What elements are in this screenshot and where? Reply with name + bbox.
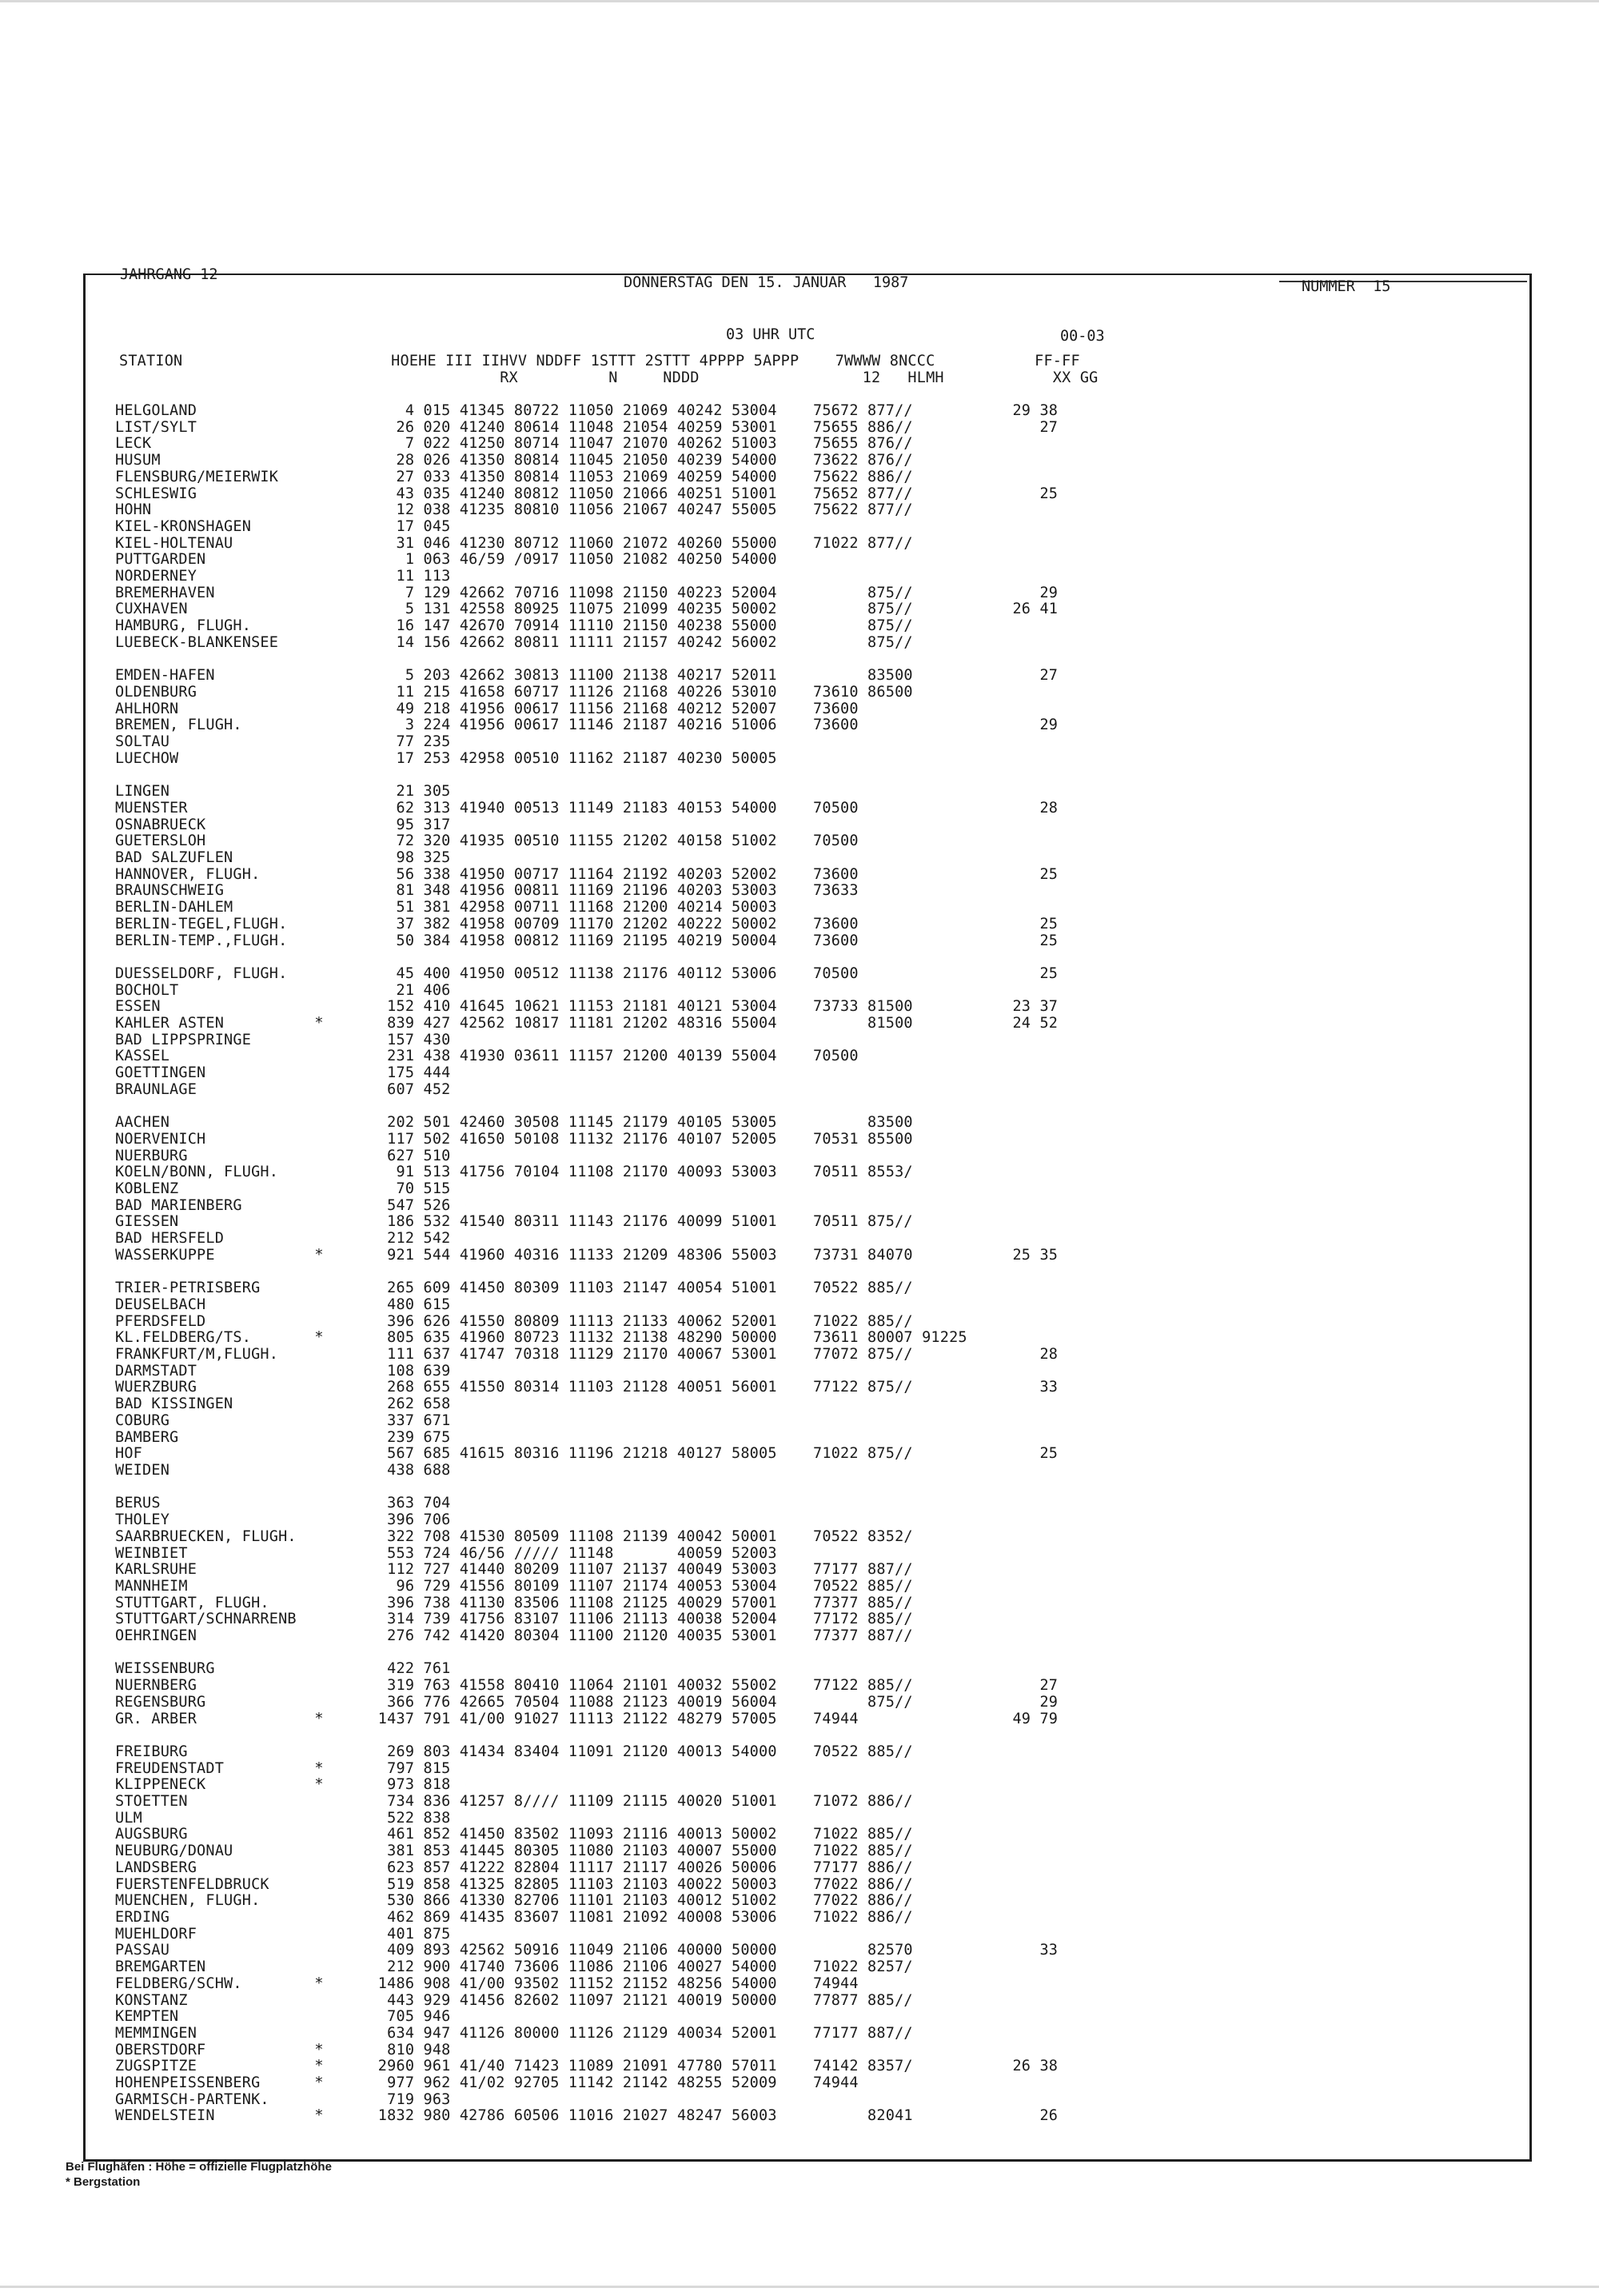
- station-row: OSNABRUECK 95 317: [115, 816, 451, 833]
- station-row: BRAUNSCHWEIG 81 348 41956 00811 11169 21196 40203 53003 73633: [115, 882, 859, 900]
- group-spacer: [115, 1645, 1058, 1662]
- station-row: SAARBRUECKEN, FLUGH. 322 708 41530 80509 11108 21139 40042 50001 70522 8352/: [115, 1527, 913, 1545]
- station-row: BAD HERSFELD 212 542: [115, 1230, 451, 1248]
- station-row: MUEHLDORF 401 875: [115, 1925, 451, 1943]
- station-row: NEUBURG/DONAU 381 853 41445 80305 11080 21103 40007 55000 71022 885//: [115, 1843, 913, 1860]
- station-row: KOBLENZ 70 515: [115, 1180, 451, 1198]
- station-row: HANNOVER, FLUGH. 56 338 41950 00717 11164 21192 40203 52002 73600 25: [115, 865, 1059, 883]
- station-row: KL.FELDBERG/TS. * 805 635 41960 80723 11132 21138 48290 50000 73611 80007 91225: [115, 1329, 967, 1347]
- station-row: PFERDSFELD 396 626 41550 80809 11113 21133 40062 52001 71022 885//: [115, 1312, 913, 1330]
- footnote-airport: Bei Flughäfen : Höhe = offizielle Flugplatzhöhe: [66, 2160, 332, 2174]
- scan-bottom-edge: [0, 2286, 1599, 2288]
- station-row: LECK 7 022 41250 80714 11047 21070 40262 51003 75655 876//: [115, 435, 913, 453]
- station-row: FLENSBURG/MEIERWIK 27 033 41350 80814 11053 21069 40259 54000 75622 886//: [115, 468, 913, 485]
- station-row: PASSAU 409 893 42562 50916 11049 21106 40000 50000 82570 33: [115, 1942, 1059, 1959]
- station-row: STOETTEN 734 836 41257 8//// 11109 21115 40020 51001 71072 886//: [115, 1793, 913, 1811]
- station-row: KLIPPENECK * 973 818: [115, 1776, 451, 1794]
- group-spacer: [115, 949, 1058, 966]
- station-row: WEISSENBURG 422 761: [115, 1660, 451, 1678]
- station-row: HOF 567 685 41615 80316 11196 21218 40127 58005 71022 875// 25: [115, 1445, 1059, 1463]
- station-row: BERLIN-DAHLEM 51 381 42958 00711 11168 21200 40214 50003: [115, 899, 777, 916]
- station-row: DUESSELDORF, FLUGH. 45 400 41950 00512 11138 21176 40112 53006 70500 25: [115, 964, 1059, 982]
- station-row: LANDSBERG 623 857 41222 82804 11117 21117 40026 50006 77177 886//: [115, 1859, 913, 1876]
- station-row: LIST/SYLT 26 020 41240 80614 11048 21054 40259 53001 75655 886// 27: [115, 418, 1059, 436]
- station-row: GOETTINGEN 175 444: [115, 1064, 451, 1082]
- station-row: PUTTGARDEN 1 063 46/59 /0917 11050 21082 40250 54000: [115, 551, 777, 569]
- station-row: BAD KISSINGEN 262 658: [115, 1396, 451, 1413]
- station-row: WEINBIET 553 724 46/56 ///// 11148 40059 52003: [115, 1544, 777, 1562]
- station-row: BRAUNLAGE 607 452: [115, 1080, 451, 1098]
- station-row: WENDELSTEIN * 1832 980 42786 60506 11016 21027 48247 56003 82041 26: [115, 2107, 1059, 2125]
- station-row: NOERVENICH 117 502 41650 50108 11132 21176 40107 52005 70531 85500: [115, 1130, 913, 1148]
- station-row: KARLSRUHE 112 727 41440 80209 11107 21137 40049 53003 77177 887//: [115, 1561, 913, 1579]
- station-row: BREMEN, FLUGH. 3 224 41956 00617 11146 21187 40216 51006 73600 29: [115, 717, 1059, 734]
- station-row: WUERZBURG 268 655 41550 80314 11103 21128 40051 56001 77122 875// 33: [115, 1379, 1059, 1396]
- station-row: AACHEN 202 501 42460 30508 11145 21179 40105 53005 83500: [115, 1114, 913, 1132]
- station-row: AUGSBURG 461 852 41450 83502 11093 21116 40013 50002 71022 885//: [115, 1826, 913, 1843]
- station-row: FRANKFURT/M,FLUGH. 111 637 41747 70318 11129 21170 40067 53001 77072 875// 28: [115, 1346, 1059, 1364]
- station-row: OEHRINGEN 276 742 41420 80304 11100 21120 40035 53001 77377 887//: [115, 1627, 913, 1645]
- station-row: MUENSTER 62 313 41940 00513 11149 21183 40153 54000 70500 28: [115, 799, 1059, 817]
- station-row: THOLEY 396 706: [115, 1511, 451, 1529]
- station-row: CUXHAVEN 5 131 42558 80925 11075 21099 40235 50002 875// 26 41: [115, 601, 1059, 618]
- observation-time: 03 UHR UTC: [726, 326, 815, 343]
- station-row: WASSERKUPPE * 921 544 41960 40316 11133 21209 48306 55003 73731 84070 25 35: [115, 1246, 1059, 1264]
- wind-period: 00-03: [1060, 328, 1105, 345]
- station-row: BERUS 363 704: [115, 1495, 451, 1512]
- column-header-row-2: RX N NDDD 12 HLMH XX GG: [119, 369, 1099, 386]
- station-row: SOLTAU 77 235: [115, 733, 451, 751]
- scan-top-edge: [0, 0, 1599, 2]
- station-row: HAMBURG, FLUGH. 16 147 42670 70914 11110 21150 40238 55000 875//: [115, 617, 913, 635]
- station-row: MANNHEIM 96 729 41556 80109 11107 21174 40053 53004 70522 885//: [115, 1577, 913, 1595]
- group-spacer: [115, 1727, 1058, 1744]
- station-row: OLDENBURG 11 215 41658 60717 11126 21168 40226 53010 73610 86500: [115, 683, 913, 701]
- issue-number: NUMMER 15: [1302, 278, 1391, 295]
- station-row: ESSEN 152 410 41645 10621 11153 21181 40121 53004 73733 81500 23 37: [115, 998, 1059, 1016]
- station-row: STUTTGART, FLUGH. 396 738 41130 83506 11108 21125 40029 57001 77377 885//: [115, 1594, 913, 1611]
- station-row: ULM 522 838: [115, 1809, 451, 1827]
- station-row: GARMISCH-PARTENK. 719 963: [115, 2090, 451, 2108]
- station-row: WEIDEN 438 688: [115, 1462, 451, 1479]
- group-spacer: [115, 1099, 1058, 1116]
- column-header-row-1: STATION HOEHE III IIHVV NDDFF 1STTT 2STTT 4PPPP 5APPP 7WWWW 8NCCC FF-FF: [119, 353, 1080, 369]
- station-row: MUENCHEN, FLUGH. 530 866 41330 82706 11101 21103 40012 51002 77022 886//: [115, 1892, 913, 1910]
- station-row: GR. ARBER * 1437 791 41/00 91027 11113 21122 48279 57005 74944 49 79: [115, 1710, 1059, 1727]
- station-row: SCHLESWIG 43 035 41240 80812 11050 21066 40251 51001 75652 877// 25: [115, 485, 1059, 502]
- station-row: HOHENPEISSENBERG * 977 962 41/02 92705 11142 21142 48255 52009 74944: [115, 2074, 859, 2092]
- station-row: KIEL-HOLTENAU 31 046 41230 80712 11060 21072 40260 55000 71022 877//: [115, 534, 913, 552]
- station-row: TRIER-PETRISBERG 265 609 41450 80309 11103 21147 40054 51001 70522 885//: [115, 1280, 913, 1297]
- station-row: FUERSTENFELDBRUCK 519 858 41325 82805 11103 21103 40022 50003 77022 886//: [115, 1875, 913, 1893]
- station-row: NUERNBERG 319 763 41558 80410 11064 21101 40032 55002 77122 885// 27: [115, 1677, 1059, 1695]
- station-row: ZUGSPITZE * 2960 961 41/40 71423 11089 21091 47780 57011 74142 8357/ 26 38: [115, 2058, 1059, 2075]
- station-row: BAD LIPPSPRINGE 157 430: [115, 1031, 451, 1048]
- group-spacer: [115, 767, 1058, 784]
- station-row: LUEBECK-BLANKENSEE 14 156 42662 80811 11111 21157 40242 56002 875//: [115, 633, 913, 651]
- station-row: NORDERNEY 11 113: [115, 568, 451, 585]
- station-row: FREUDENSTADT * 797 815: [115, 1759, 451, 1777]
- station-row: GUETERSLOH 72 320 41935 00510 11155 21202 40158 51002 70500: [115, 833, 859, 850]
- station-row: KEMPTEN 705 946: [115, 2008, 451, 2026]
- station-row: BREMERHAVEN 7 129 42662 70716 11098 21150 40223 52004 875// 29: [115, 584, 1059, 601]
- station-row: MEMMINGEN 634 947 41126 80000 11126 21129 40034 52001 77177 887//: [115, 2024, 913, 2042]
- group-spacer: [115, 652, 1058, 669]
- volume-label: JAHRGANG 12: [120, 266, 218, 283]
- station-row: BOCHOLT 21 406: [115, 981, 451, 999]
- station-row: BERLIN-TEMP.,FLUGH. 50 384 41958 00812 11169 21195 40219 50004 73600 25: [115, 932, 1059, 949]
- station-row: KASSEL 231 438 41930 03611 11157 21200 40139 55004 70500: [115, 1048, 859, 1065]
- station-row: HOHN 12 038 41235 80810 11056 21067 40247 55005 75622 877//: [115, 501, 913, 519]
- station-row: AHLHORN 49 218 41956 00617 11156 21168 40212 52007 73600: [115, 700, 859, 717]
- station-row: FREIBURG 269 803 41434 83404 11091 21120 40013 54000 70522 885//: [115, 1743, 913, 1760]
- station-row: KAHLER ASTEN * 839 427 42562 10817 11181 21202 48316 55004 81500 24 52: [115, 1015, 1059, 1032]
- station-table: [115, 403, 1058, 2125]
- group-spacer: [115, 1264, 1058, 1281]
- station-row: BAMBERG 239 675: [115, 1428, 451, 1446]
- station-row: BREMGARTEN 212 900 41740 73606 11086 21106 40027 54000 71022 8257/: [115, 1959, 913, 1976]
- station-row: REGENSBURG 366 776 42665 70504 11088 21123 40019 56004 875// 29: [115, 1693, 1059, 1711]
- station-row: KOELN/BONN, FLUGH. 91 513 41756 70104 11108 21170 40093 53003 70511 8553/: [115, 1164, 913, 1181]
- station-row: NUERBURG 627 510: [115, 1147, 451, 1164]
- station-row: BERLIN-TEGEL,FLUGH. 37 382 41958 00709 11170 21202 40222 50002 73600 25: [115, 915, 1059, 932]
- station-row: GIESSEN 186 532 41540 80311 11143 21176 40099 51001 70511 875//: [115, 1213, 913, 1231]
- station-row: LINGEN 21 305: [115, 783, 451, 801]
- station-row: STUTTGART/SCHNARRENB 314 739 41756 83107 11106 21113 40038 52004 77172 885//: [115, 1611, 913, 1628]
- station-row: HUSUM 28 026 41350 80814 11045 21050 40239 54000 73622 876//: [115, 452, 913, 469]
- station-row: OBERSTDORF * 810 948: [115, 2041, 451, 2058]
- station-row: ERDING 462 869 41435 83607 11081 21092 40008 53006 71022 886//: [115, 1908, 913, 1926]
- date-label: DONNERSTAG DEN 15. JANUAR 1987: [624, 274, 909, 291]
- station-row: KONSTANZ 443 929 41456 82602 11097 21121 40019 50000 77877 885//: [115, 1991, 913, 2009]
- group-spacer: [115, 1479, 1058, 1496]
- station-row: LUECHOW 17 253 42958 00510 11162 21187 40230 50005: [115, 749, 777, 767]
- station-row: DEUSELBACH 480 615: [115, 1296, 451, 1313]
- footnote-mountain-station: * Bergstation: [66, 2175, 141, 2189]
- station-row: KIEL-KRONSHAGEN 17 045: [115, 517, 451, 535]
- station-row: BAD MARIENBERG 547 526: [115, 1196, 451, 1214]
- station-row: HELGOLAND 4 015 41345 80722 11050 21069 40242 53004 75672 877// 29 38: [115, 402, 1059, 419]
- station-row: EMDEN-HAFEN 5 203 42662 30813 11100 21138 40217 52011 83500 27: [115, 667, 1059, 685]
- station-row: BAD SALZUFLEN 98 325: [115, 849, 451, 866]
- station-row: COBURG 337 671: [115, 1412, 451, 1429]
- station-row: FELDBERG/SCHW. * 1486 908 41/00 93502 11152 21152 48256 54000 74944: [115, 1975, 859, 1992]
- station-row: DARMSTADT 108 639: [115, 1362, 451, 1380]
